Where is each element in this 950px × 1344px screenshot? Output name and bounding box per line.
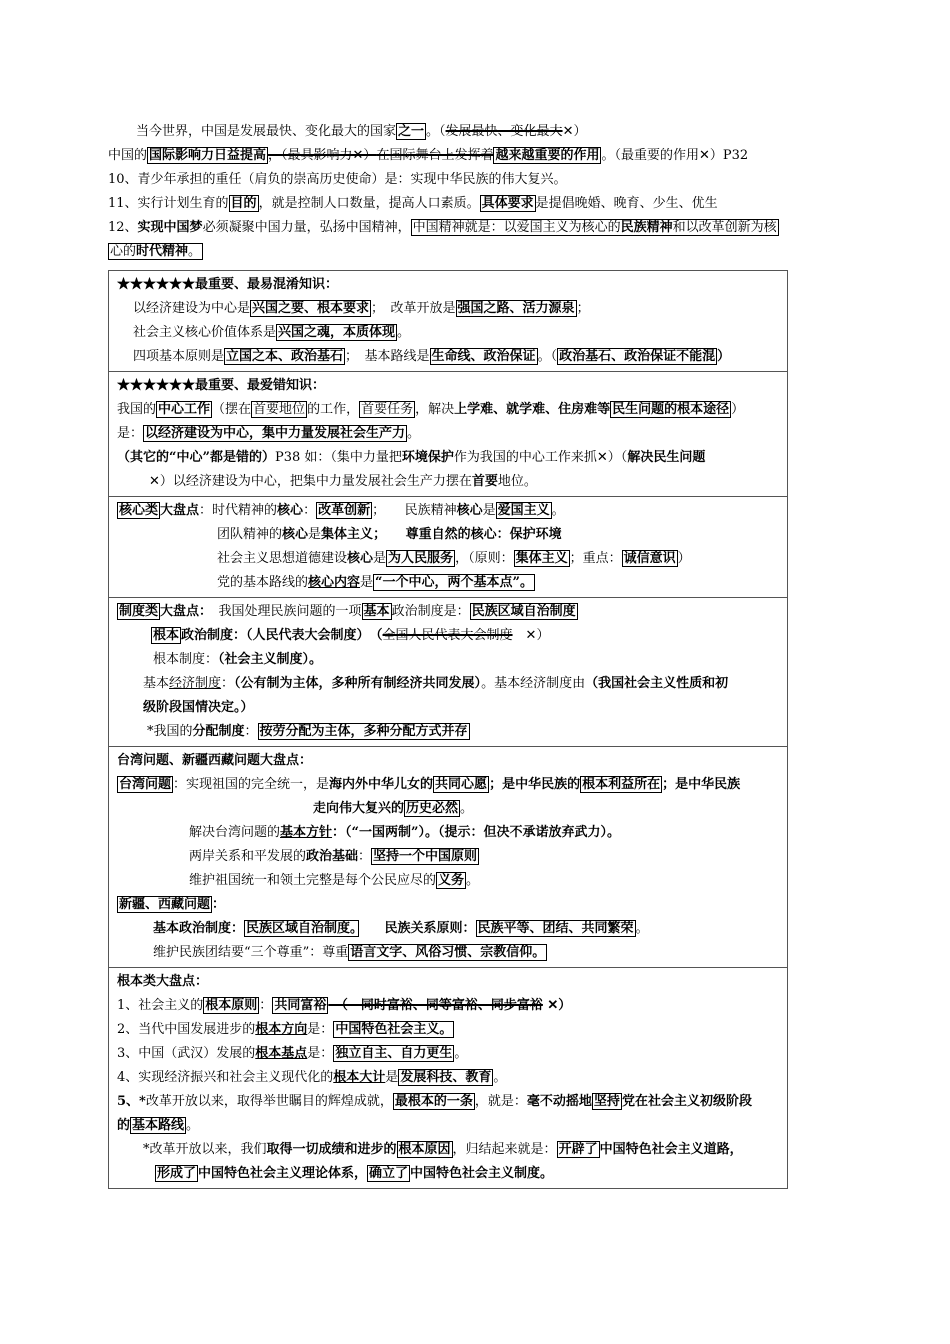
- text: 团队精神的: [217, 527, 283, 542]
- boxed-text: 兴国之魂，本质体现: [278, 325, 396, 340]
- text: ：: [303, 503, 317, 518]
- section-cell: [109, 271, 788, 372]
- section-cell: [109, 598, 788, 747]
- text: 我国处理民族问题的一项: [205, 604, 362, 619]
- text: ；: [576, 301, 590, 316]
- bold-text: 中国特色社会主义制度。: [410, 1166, 554, 1181]
- intro-line-4: [108, 192, 838, 216]
- row: [117, 398, 779, 422]
- bold-text: 党在社会主义初级阶段: [621, 1094, 752, 1109]
- section-taiwan: [109, 747, 788, 968]
- row: [117, 470, 779, 494]
- row: [117, 547, 779, 571]
- boxed-text: [108, 243, 203, 260]
- boxed-text: 民生问题的根本途径: [612, 402, 730, 417]
- text: 维护民族团结要“三个尊重”：尊重: [153, 945, 349, 960]
- text: 11、实行计划生育的: [108, 196, 229, 211]
- text: ）: [677, 551, 691, 566]
- bold-text: 集体主义: [321, 527, 374, 542]
- row: [117, 571, 779, 595]
- bold-text: 民族关系原则：: [358, 921, 476, 936]
- intro-line-6: [108, 240, 838, 264]
- row: [117, 321, 779, 345]
- text: 是：: [307, 1022, 334, 1037]
- bold-text: 5、*: [117, 1094, 146, 1109]
- text: 中国精神就是：以爱国主义为核心的: [412, 220, 621, 235]
- section-error-prone: [109, 372, 788, 497]
- boxed-text: 目的: [230, 196, 257, 211]
- row: [117, 624, 779, 648]
- bold-text: 核心内容: [308, 575, 361, 590]
- section-cell: [109, 747, 788, 968]
- bold-text: ：（“一国两制”）。（提示：但决不承诺放弃武力）。: [332, 825, 620, 840]
- text: 。: [551, 503, 565, 518]
- row: [117, 600, 779, 624]
- text: 社会主义核心价值体系是: [133, 325, 277, 340]
- text: 社会主义思想道德建设: [217, 551, 348, 566]
- boxed-text: 强国之路、活力源泉: [457, 301, 575, 316]
- text: ✕）: [562, 124, 587, 139]
- bold-text: 海内外中华儿女的: [329, 777, 434, 792]
- bold-text: （公有制为主体，多种所有制经济共同发展）: [234, 676, 482, 691]
- boxed-text: 集体主义: [515, 551, 568, 566]
- text: ：: [244, 724, 258, 739]
- text: 是：: [117, 426, 144, 441]
- row: [117, 1066, 779, 1090]
- text: 党的基本路线的: [217, 575, 309, 590]
- text: 我国的: [117, 402, 157, 417]
- boxed-text: 义务: [438, 873, 465, 888]
- bold-text: 分配制度: [192, 724, 245, 739]
- row: [117, 917, 779, 941]
- boxed-text: 诚信意识: [623, 551, 676, 566]
- boxed-text: 中心工作: [158, 402, 211, 417]
- bold-text: 根本方向: [255, 1022, 308, 1037]
- row: [117, 941, 779, 965]
- section-cell: [109, 968, 788, 1189]
- boxed-text: [411, 219, 779, 236]
- intro-line-5: [108, 216, 838, 240]
- boxed-text: “一个中心，两个基本点”。: [375, 575, 534, 590]
- section-title: ★★★★★★最重要、最易混淆知识：: [117, 277, 339, 292]
- row: [117, 1090, 779, 1114]
- bold-text: 中国特色社会主义理论体系，: [198, 1166, 368, 1181]
- boxed-text: 按劳分配为主体，多种分配方式并存: [259, 724, 468, 739]
- text: 是: [360, 575, 374, 590]
- boxed-text: 历史必然: [406, 801, 459, 816]
- text: 两岸关系和平发展的: [189, 849, 307, 864]
- text: ； 民族精神: [372, 503, 457, 518]
- text: 中国的: [108, 148, 148, 163]
- text: ：实现祖国的完全统一，是: [173, 777, 330, 792]
- struck-text: 全国人民代表大会制度: [382, 628, 513, 643]
- bold-text: ； 尊重自然的核心：保护环境: [373, 527, 562, 542]
- boxed-text: 最根本的一条: [394, 1094, 473, 1109]
- boxed-text: 基本: [363, 604, 390, 619]
- text: 。: [635, 921, 649, 936]
- bold-text: 取得一切成绩和进步的: [266, 1142, 397, 1157]
- boxed-text: 独立自主、自力更生: [335, 1046, 453, 1061]
- bold-text: 上学难、就学难、住房难等: [454, 402, 611, 417]
- boxed-text: 之一: [398, 124, 425, 139]
- text: （摆在: [212, 402, 252, 417]
- section-title: 台湾问题、新疆西藏问题大盘点：: [117, 753, 313, 768]
- boxed-text: 根本原因: [398, 1142, 451, 1157]
- boxed-text: 首要任务: [361, 402, 414, 417]
- boxed-text: 民族平等、团结、共同繁荣: [477, 921, 634, 936]
- boxed-text: 以经济建设为中心，集中力量发展社会生产力: [145, 426, 406, 441]
- intro-line-1: [108, 120, 838, 144]
- row: [117, 523, 779, 547]
- bold-text: （我国社会主义性质和初: [585, 676, 729, 691]
- bold-text: 的: [117, 1118, 131, 1133]
- text: 作为我国的中心工作来抓✕）（: [453, 450, 628, 465]
- row: [117, 1114, 779, 1138]
- bold-text: 中国特色社会主义道路，: [599, 1142, 743, 1157]
- section-title: 大盘点：: [160, 604, 206, 619]
- bold-text: 核心: [282, 527, 309, 542]
- bold-text: 政治制度：（人民代表大会制度） （: [181, 628, 383, 643]
- bold-text: 走向伟大复兴的: [313, 801, 405, 816]
- boxed-text: 国际影响力日益提高: [149, 148, 267, 163]
- bold-text: 环境保护: [401, 450, 454, 465]
- boxed-text: 新疆、西藏问题: [119, 897, 211, 912]
- text: 是: [373, 551, 387, 566]
- row: [117, 422, 779, 446]
- bold-text: 实现中国梦: [137, 220, 203, 235]
- boxed-text: 开辟了: [558, 1142, 598, 1157]
- text: 。（: [426, 124, 446, 139]
- text: ，解决: [415, 402, 455, 417]
- bold-text: 基本政治制度：: [153, 921, 245, 936]
- text: ； 改革开放是: [371, 301, 456, 316]
- text: 是提倡晚婚、晚育、少生、优生: [535, 196, 718, 211]
- text: ：: [358, 849, 372, 864]
- text: 心的: [110, 244, 137, 259]
- row: [117, 797, 779, 821]
- boxed-text: 改革创新: [318, 503, 371, 518]
- section-title: 根本类大盘点：: [117, 974, 209, 989]
- section-system: [109, 598, 788, 747]
- text: 。: [454, 1046, 468, 1061]
- section-cell: [109, 372, 788, 497]
- text: ）: [717, 349, 731, 364]
- bold-text: 核心: [277, 503, 304, 518]
- text: *我国的: [147, 724, 193, 739]
- text: 经济制度: [169, 676, 222, 691]
- text: 是：: [307, 1046, 334, 1061]
- boxed-text: 民族区域自治制度: [471, 604, 576, 619]
- text: P38 如：（集中力量把: [274, 450, 402, 465]
- row: [117, 869, 779, 893]
- boxed-text: 坚持一个中国原则: [373, 849, 478, 864]
- bold-text: 政治基础: [306, 849, 359, 864]
- bold-text: 时代精神: [136, 244, 189, 259]
- bold-text: 核心: [456, 503, 483, 518]
- text: ✕）: [512, 628, 550, 643]
- text: ✕）: [542, 998, 572, 1013]
- struck-text: ，（最具影响力✕）: [268, 148, 377, 163]
- text: ，（原则：: [455, 551, 514, 566]
- text: 3、中国（武汉）发展的: [117, 1046, 256, 1061]
- row: [117, 1018, 779, 1042]
- text: ）: [731, 402, 745, 417]
- row: [117, 345, 779, 369]
- text: *改革开放以来，我们: [143, 1142, 267, 1157]
- text: 根本制度：: [153, 652, 219, 667]
- boxed-text: 中国特色社会主义。: [335, 1022, 453, 1037]
- section-title: 大盘点: [160, 503, 200, 518]
- bold-text: 民族精神: [620, 220, 673, 235]
- bold-text: 核心: [347, 551, 374, 566]
- boxed-text: 发展科技、教育: [400, 1070, 492, 1085]
- text: 四项基本原则是: [133, 349, 225, 364]
- text: 是: [482, 503, 496, 518]
- row: [117, 773, 779, 797]
- row: [117, 672, 779, 696]
- row: [117, 1138, 779, 1162]
- row: [117, 648, 779, 672]
- text: 。: [186, 1118, 200, 1133]
- text: 2、当代中国发展进步的: [117, 1022, 256, 1037]
- row: [117, 845, 779, 869]
- bold-text: 根本基点: [255, 1046, 308, 1061]
- boxed-text: 具体要求: [481, 196, 534, 211]
- boxed-text: 根本利益所在: [582, 777, 661, 792]
- text: 和以改革创新为核: [672, 220, 777, 235]
- intro-line-3: 10、青少年承担的重任（肩负的崇高历史使命）是：实现中华民族的伟大复兴。: [108, 172, 567, 187]
- text: ，就是控制人口数量，提高人口素质。: [258, 196, 480, 211]
- boxed-text: 根本: [153, 628, 180, 643]
- text: 。: [493, 1070, 507, 1085]
- text: 。（最重要的作用✕）P32: [601, 148, 749, 163]
- section-confusing: [109, 271, 788, 372]
- text: 基本: [143, 676, 170, 691]
- row: [117, 893, 779, 917]
- text: ✕）以经济建设为中心，把集中力量发展社会生产力摆在: [149, 474, 472, 489]
- text: 1、社会主义的: [117, 998, 204, 1013]
- text: 维护祖国统一和领土完整是每个公民应尽的: [189, 873, 437, 888]
- text: ，归结起来就是：: [452, 1142, 557, 1157]
- text: ：时代精神的: [199, 503, 278, 518]
- text: 。: [407, 426, 421, 441]
- bold-text: ：: [212, 897, 226, 912]
- row: [117, 1042, 779, 1066]
- boxed-text: 确立了: [369, 1166, 409, 1181]
- text: ；重点：: [569, 551, 622, 566]
- bold-text: 首要: [471, 474, 498, 489]
- text: ； 基本路线是: [345, 349, 430, 364]
- row: [117, 446, 779, 470]
- row: [117, 499, 779, 523]
- section-fundamental: [109, 968, 788, 1189]
- boxed-text: 共同心愿: [435, 777, 488, 792]
- boxed-text: 民族区域自治制度。: [246, 921, 357, 936]
- text: 以经济建设为中心是: [133, 301, 251, 316]
- bold-text: ；是中华民族的: [489, 777, 581, 792]
- bold-text: （社会主义制度）。: [218, 652, 323, 667]
- text: 当今世界，中国是发展最快、变化最大的国家: [136, 124, 397, 139]
- boxed-text: 立国之本、政治基石: [226, 349, 344, 364]
- text: 12、: [108, 220, 138, 235]
- text: 必须凝聚中国力量，弘扬中国精神，: [202, 220, 411, 235]
- boxed-text: 根本原则: [205, 998, 258, 1013]
- text: 。: [460, 801, 474, 816]
- boxed-text: 共同富裕: [274, 998, 327, 1013]
- text: 是: [308, 527, 322, 542]
- boxed-text: 首要地位: [253, 402, 306, 417]
- text: ：: [259, 998, 273, 1013]
- section-core: [109, 497, 788, 598]
- text: ，就是：: [474, 1094, 527, 1109]
- boxed-text: 爱国主义: [497, 503, 550, 518]
- boxed-text: 为人民服务: [388, 551, 454, 566]
- boxed-text: 形成了: [157, 1166, 197, 1181]
- text: 的工作，: [307, 402, 360, 417]
- bold-text: 毫不动摇地: [526, 1094, 592, 1109]
- boxed-text: 基本路线: [132, 1118, 185, 1133]
- bold-text: ；是中华民族: [662, 777, 741, 792]
- row: [117, 720, 779, 744]
- section-title: 核心类: [119, 503, 159, 518]
- section-title: ★★★★★★最重要、最爱错知识：: [117, 378, 326, 393]
- text: 。基本经济制度由: [481, 676, 586, 691]
- boxed-text: 语言文字、风俗习惯、宗教信仰。: [350, 945, 546, 960]
- boxed-text: 兴国之要、根本要求: [252, 301, 370, 316]
- section-cell: [109, 497, 788, 598]
- boxed-text: 台湾问题: [119, 777, 172, 792]
- text: 政治制度是：: [391, 604, 470, 619]
- text: ：: [221, 676, 235, 691]
- row: [117, 1162, 779, 1186]
- struck-text: 在国际舞台上发挥着: [376, 148, 494, 163]
- text: 解决台湾问题的: [189, 825, 281, 840]
- summary-table: [108, 270, 788, 1189]
- row: 级阶段国情决定。）: [143, 700, 254, 715]
- text: 。: [397, 325, 411, 340]
- document-page: [108, 120, 838, 1189]
- boxed-text: 政治基石、政治保证不能混: [559, 349, 716, 364]
- text: 地位。: [497, 474, 537, 489]
- bold-text: （其它的“中心”都是错的）: [117, 450, 275, 465]
- text: 是: [385, 1070, 399, 1085]
- row: [117, 821, 779, 845]
- text: 。: [188, 244, 202, 259]
- row: [117, 297, 779, 321]
- struck-text: （ 同时富裕、同等富裕、同步富裕: [328, 998, 543, 1013]
- row: [117, 994, 779, 1018]
- text: 改革开放以来，取得举世瞩目的辉煌成就，: [145, 1094, 393, 1109]
- bold-text: 解决民生问题: [627, 450, 706, 465]
- text: 4、实现经济振兴和社会主义现代化的: [117, 1070, 334, 1085]
- boxed-text: 坚持: [593, 1094, 620, 1109]
- text: 。（: [537, 349, 558, 364]
- boxed-text: 越来越重要的作用: [495, 148, 600, 163]
- section-title: 制度类: [119, 604, 159, 619]
- struck-text: 发展最快、变化最大: [445, 124, 563, 139]
- text: 。: [466, 873, 480, 888]
- intro-line-2: [108, 144, 838, 168]
- boxed-text: 生命线、政治保证: [431, 349, 536, 364]
- bold-text: 根本大计: [333, 1070, 386, 1085]
- bold-text: 基本方针: [280, 825, 333, 840]
